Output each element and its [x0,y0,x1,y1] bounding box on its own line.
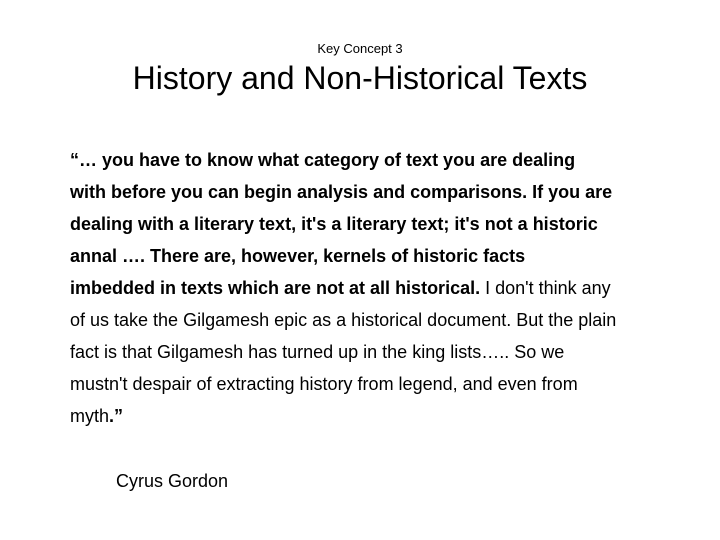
quote-line-7: fact is that Gilgamesh has turned up in the king lists….. So we [70,342,565,362]
quote-attribution: Cyrus Gordon [116,471,229,491]
slide-kicker: Key Concept 3 [317,41,403,56]
quote-line-3: dealing with a literary text, it's a literary text; it's not a historic [70,214,598,234]
quote-line-5-normal: I don't think any [480,278,611,298]
quote-line-4: annal …. There are, however, kernels of historic facts [70,246,526,266]
slide-title: History and Non-Historical Texts [132,60,588,96]
quote-line-9-normal: myth [70,406,110,426]
quote-line-2: with before you can begin analysis and comparisons. If you are [70,182,613,202]
quote-line-9 [70,400,690,432]
quote-line-5 [70,272,690,304]
quote-line-6: of us take the Gilgamesh epic as a historical document. But the plain [70,310,617,330]
quote-line-8: mustn't despair of extracting history from legend, and even from [70,374,578,394]
quote-line-9-bold: .” [109,406,124,426]
quote-line-1: “… you have to know what category of text you are dealing [70,150,576,170]
quote-line-5-bold: imbedded in texts which are not at all historical. [70,278,481,298]
quote-block [70,144,690,432]
